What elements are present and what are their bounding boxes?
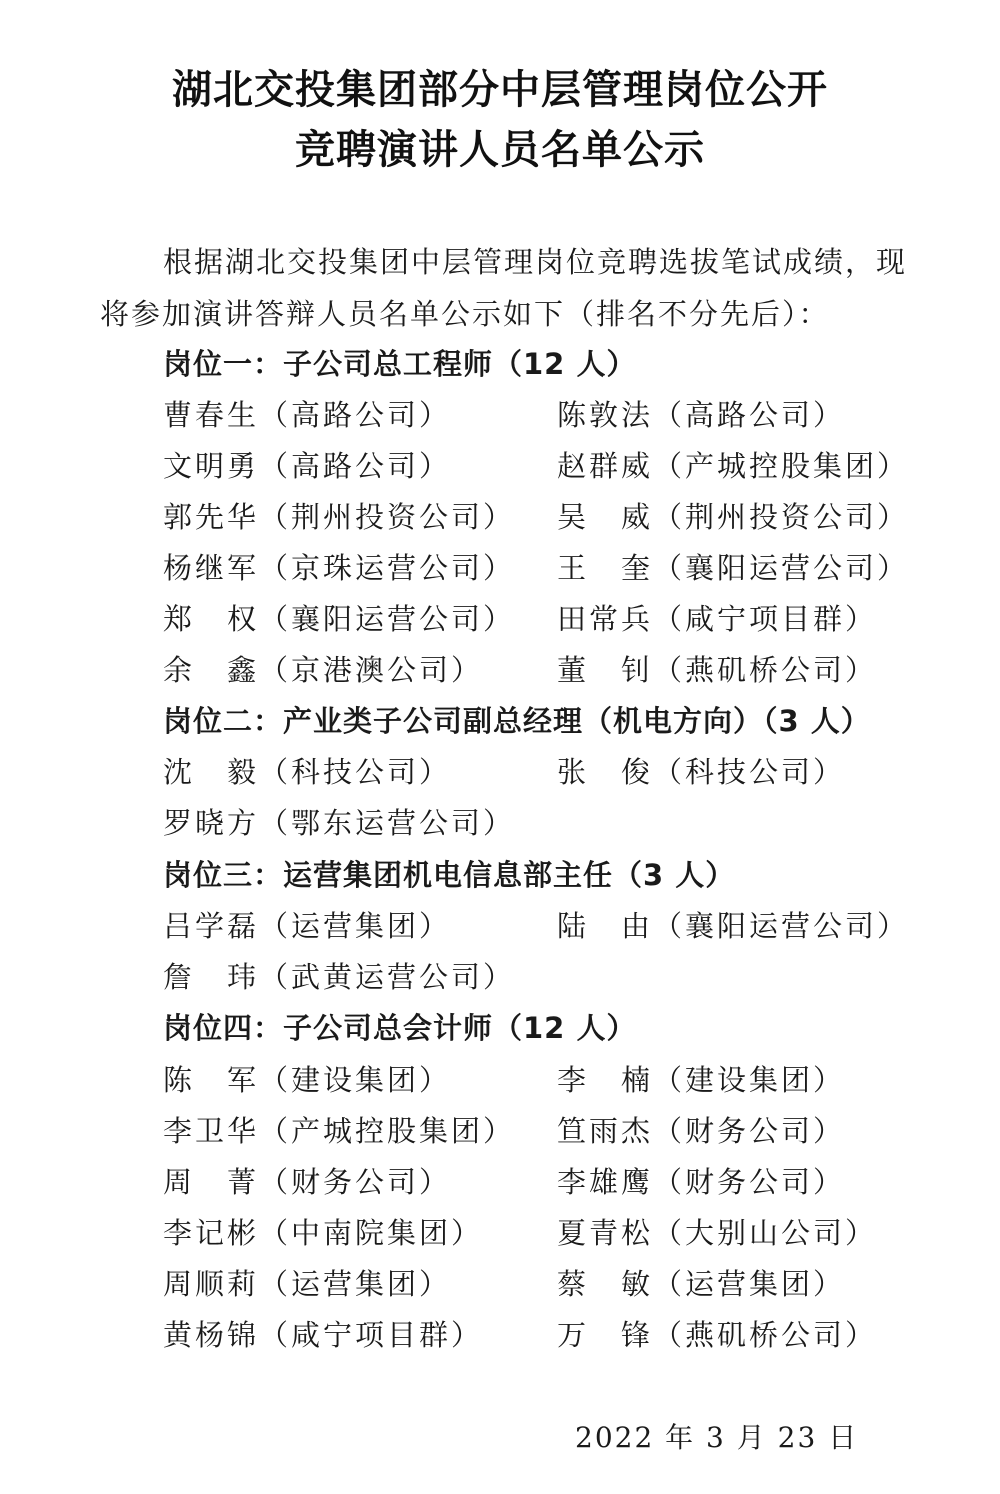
- candidate-entry: 陈敦法（高路公司）: [557, 398, 846, 432]
- candidate-entry: 笪雨杰（财务公司）: [557, 1114, 846, 1148]
- candidate-entry: 陆 由（襄阳运营公司）: [557, 909, 910, 943]
- section-heading-1: 岗位一：子公司总工程师（12 人）: [163, 347, 637, 381]
- candidate-entry: 黄杨锦（咸宁项目群）: [163, 1318, 484, 1352]
- intro-line2: 将参加演讲答辩人员名单公示如下（排名不分先后）：: [100, 297, 830, 331]
- candidate-entry: 杨继军（京珠运营公司）: [163, 551, 516, 585]
- candidate-entry: 郭先华（荆州投资公司）: [163, 500, 516, 534]
- candidate-entry: 王 奎（襄阳运营公司）: [557, 551, 910, 585]
- candidate-entry: 夏青松（大别山公司）: [557, 1216, 878, 1250]
- candidate-entry: 吴 威（荆州投资公司）: [557, 500, 910, 534]
- candidate-entry: 曹春生（高路公司）: [163, 398, 452, 432]
- candidate-entry: 李记彬（中南院集团）: [163, 1216, 484, 1250]
- candidate-entry: 余 鑫（京港澳公司）: [163, 653, 484, 687]
- candidate-entry: 詹 玮（武黄运营公司）: [163, 960, 516, 994]
- candidate-entry: 郑 权（襄阳运营公司）: [163, 602, 516, 636]
- candidate-entry: 田常兵（咸宁项目群）: [557, 602, 878, 636]
- candidate-entry: 周顺莉（运营集团）: [163, 1267, 452, 1301]
- candidate-entry: 沈 毅（科技公司）: [163, 755, 452, 789]
- candidate-entry: 赵群威（产城控股集团）: [557, 449, 910, 483]
- candidate-entry: 李卫华（产城控股集团）: [163, 1114, 516, 1148]
- page-title-line2: 竞聘演讲人员名单公示: [295, 127, 705, 173]
- candidate-entry: 文明勇（高路公司）: [163, 449, 452, 483]
- candidate-entry: 董 钊（燕矶桥公司）: [557, 653, 878, 687]
- section-heading-3: 岗位三：运营集团机电信息部主任（3 人）: [163, 858, 736, 892]
- candidate-entry: 吕学磊（运营集团）: [163, 909, 452, 943]
- candidate-entry: 张 俊（科技公司）: [557, 755, 846, 789]
- section-heading-4: 岗位四：子公司总会计师（12 人）: [163, 1011, 637, 1045]
- candidate-entry: 蔡 敏（运营集团）: [557, 1267, 846, 1301]
- candidate-entry: 周 菁（财务公司）: [163, 1165, 452, 1199]
- candidate-entry: 李 楠（建设集团）: [557, 1063, 846, 1097]
- candidate-entry: 万 锋（燕矶桥公司）: [557, 1318, 878, 1352]
- page-title-line1: 湖北交投集团部分中层管理岗位公开: [172, 67, 828, 113]
- candidate-entry: 罗晓方（鄂东运营公司）: [163, 806, 516, 840]
- candidate-entry: 陈 军（建设集团）: [163, 1063, 452, 1097]
- intro-line1: 根据湖北交投集团中层管理岗位竞聘选拔笔试成绩，现: [163, 245, 908, 279]
- section-heading-2: 岗位二：产业类子公司副总经理（机电方向）（3 人）: [163, 704, 871, 738]
- issue-date: 2022 年 3 月 23 日: [575, 1421, 859, 1454]
- candidate-entry: 李雄鹰（财务公司）: [557, 1165, 846, 1199]
